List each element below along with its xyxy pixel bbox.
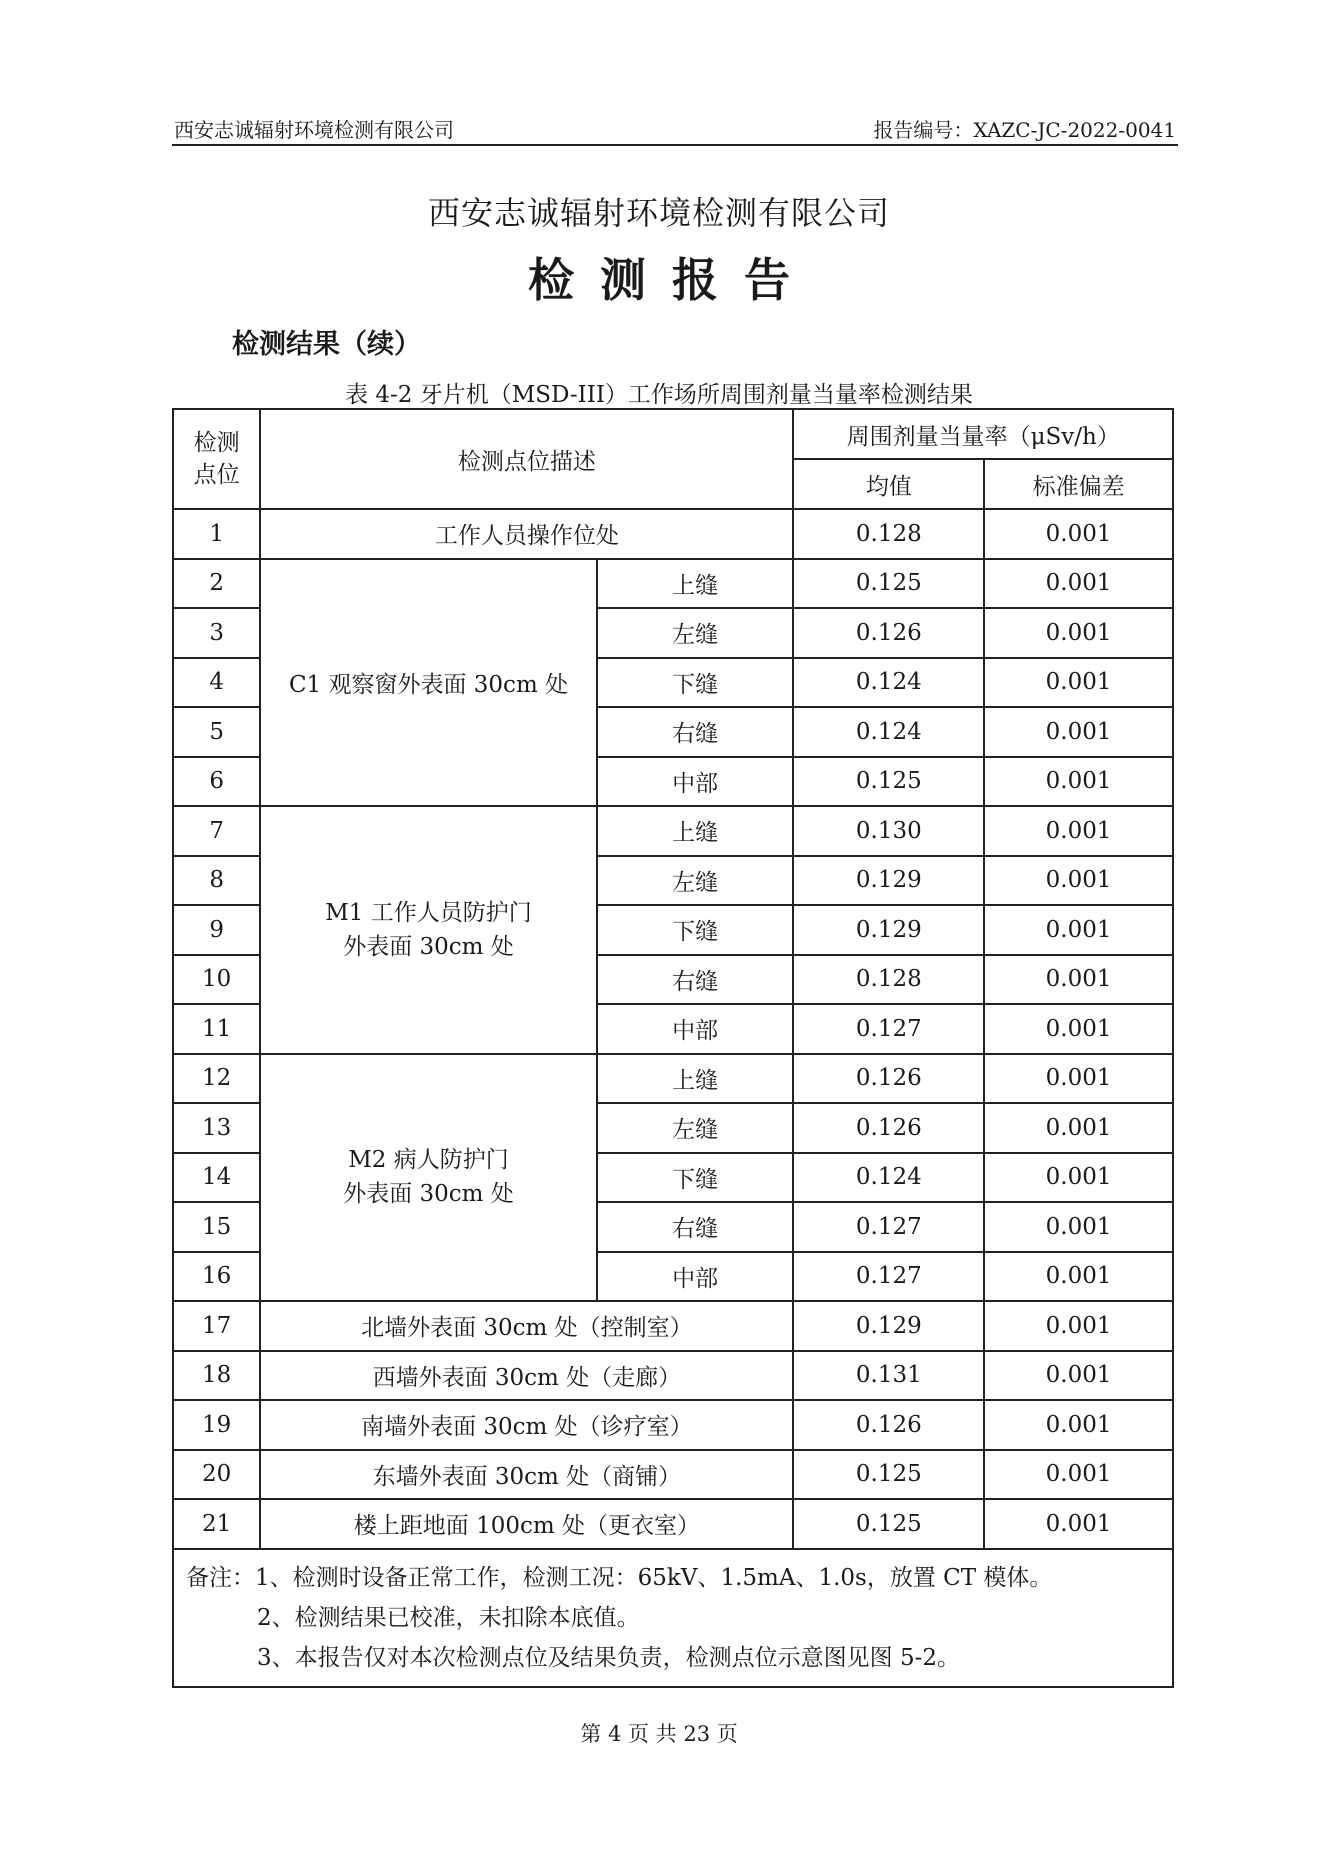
table-row — [173, 1400, 1173, 1450]
point-position: 左缝 — [597, 856, 794, 906]
point-description: 楼上距地面 100cm 处（更衣室） — [260, 1499, 793, 1549]
point-position: 右缝 — [597, 1202, 794, 1252]
std-value: 0.001 — [984, 1499, 1173, 1549]
remark-1: 备注：1、检测时设备正常工作，检测工况：65kV、1.5mA、1.0s，放置 CT 模体。 — [186, 1564, 1053, 1591]
mean-value: 0.124 — [793, 658, 984, 708]
document-title: 检测报告 — [528, 253, 816, 307]
point-description-line1: M1 工作人员防护门 — [325, 899, 532, 926]
section-heading: 检测结果（续） — [232, 329, 421, 360]
header-point: 检测点位 — [173, 409, 260, 509]
point-number: 3 — [173, 608, 260, 658]
point-description — [260, 806, 596, 1054]
mean-value: 0.127 — [793, 1252, 984, 1302]
header-std: 标准偏差 — [984, 459, 1173, 509]
remarks-row — [173, 1549, 1173, 1687]
table-row — [173, 1351, 1173, 1401]
mean-value: 0.126 — [793, 1400, 984, 1450]
point-number: 10 — [173, 955, 260, 1005]
header-dose-rate: 周围剂量当量率（μSv/h） — [793, 409, 1173, 459]
point-position: 右缝 — [597, 707, 794, 757]
table-row — [173, 1450, 1173, 1500]
point-number: 6 — [173, 757, 260, 807]
point-number: 18 — [173, 1351, 260, 1401]
std-value: 0.001 — [984, 658, 1173, 708]
mean-value: 0.128 — [793, 509, 984, 559]
remark-3: 3、本报告仅对本次检测点位及结果负责，检测点位示意图见图 5-2。 — [257, 1644, 960, 1671]
point-position: 上缝 — [597, 559, 794, 609]
remark-2: 2、检测结果已校准，未扣除本底值。 — [257, 1604, 640, 1631]
table-row — [173, 1054, 1173, 1104]
point-description-line1: M2 病人防护门 — [348, 1147, 509, 1174]
point-number: 9 — [173, 905, 260, 955]
std-value: 0.001 — [984, 509, 1173, 559]
std-value: 0.001 — [984, 856, 1173, 906]
point-position: 上缝 — [597, 806, 794, 856]
table-row — [173, 559, 1173, 609]
mean-value: 0.125 — [793, 559, 984, 609]
point-description: 北墙外表面 30cm 处（控制室） — [260, 1301, 793, 1351]
std-value: 0.001 — [984, 1400, 1173, 1450]
point-position: 下缝 — [597, 658, 794, 708]
mean-value: 0.127 — [793, 1202, 984, 1252]
point-position: 右缝 — [597, 955, 794, 1005]
mean-value: 0.126 — [793, 608, 984, 658]
point-number: 11 — [173, 1004, 260, 1054]
point-description: 东墙外表面 30cm 处（商铺） — [260, 1450, 793, 1500]
header-company: 西安志诚辐射环境检测有限公司 — [174, 118, 454, 142]
results-table — [172, 408, 1174, 1688]
table-row — [173, 1301, 1173, 1351]
header-mean: 均值 — [793, 459, 984, 509]
page-header — [172, 112, 1178, 146]
mean-value: 0.131 — [793, 1351, 984, 1401]
point-number: 15 — [173, 1202, 260, 1252]
table-row — [173, 1499, 1173, 1549]
point-number: 20 — [173, 1450, 260, 1500]
mean-value: 0.125 — [793, 1450, 984, 1500]
std-value: 0.001 — [984, 1202, 1173, 1252]
point-description: 西墙外表面 30cm 处（走廊） — [260, 1351, 793, 1401]
point-position: 中部 — [597, 757, 794, 807]
point-number: 8 — [173, 856, 260, 906]
remarks — [173, 1549, 1173, 1687]
table-row — [173, 806, 1173, 856]
std-value: 0.001 — [984, 806, 1173, 856]
std-value: 0.001 — [984, 559, 1173, 609]
point-number: 13 — [173, 1103, 260, 1153]
point-number: 21 — [173, 1499, 260, 1549]
header-report-number: 报告编号：XAZC-JC-2022-0041 — [873, 118, 1176, 142]
document-company: 西安志诚辐射环境检测有限公司 — [427, 194, 890, 232]
point-position: 中部 — [597, 1004, 794, 1054]
std-value: 0.001 — [984, 905, 1173, 955]
point-number: 12 — [173, 1054, 260, 1104]
point-number: 16 — [173, 1252, 260, 1302]
std-value: 0.001 — [984, 1252, 1173, 1302]
point-number: 19 — [173, 1400, 260, 1450]
table-caption: 表 4-2 牙片机（MSD-III）工作场所周围剂量当量率检测结果 — [345, 382, 973, 408]
mean-value: 0.125 — [793, 1499, 984, 1549]
table-header-row — [173, 409, 1173, 459]
point-number: 14 — [173, 1153, 260, 1203]
point-description: C1 观察窗外表面 30cm 处 — [260, 559, 596, 807]
header-description: 检测点位描述 — [260, 409, 793, 509]
std-value: 0.001 — [984, 1004, 1173, 1054]
mean-value: 0.126 — [793, 1103, 984, 1153]
point-number: 7 — [173, 806, 260, 856]
point-position: 下缝 — [597, 1153, 794, 1203]
point-position: 左缝 — [597, 1103, 794, 1153]
mean-value: 0.129 — [793, 905, 984, 955]
mean-value: 0.125 — [793, 757, 984, 807]
mean-value: 0.130 — [793, 806, 984, 856]
std-value: 0.001 — [984, 1103, 1173, 1153]
point-position: 中部 — [597, 1252, 794, 1302]
point-description-line2: 外表面 30cm 处 — [343, 1181, 514, 1208]
std-value: 0.001 — [984, 955, 1173, 1005]
mean-value: 0.129 — [793, 856, 984, 906]
point-position: 左缝 — [597, 608, 794, 658]
mean-value: 0.126 — [793, 1054, 984, 1104]
table-row — [173, 509, 1173, 559]
point-number: 5 — [173, 707, 260, 757]
page-number: 第 4 页 共 23 页 — [580, 1722, 738, 1746]
std-value: 0.001 — [984, 757, 1173, 807]
mean-value: 0.129 — [793, 1301, 984, 1351]
point-number: 17 — [173, 1301, 260, 1351]
std-value: 0.001 — [984, 1153, 1173, 1203]
point-description: 南墙外表面 30cm 处（诊疗室） — [260, 1400, 793, 1450]
point-number: 2 — [173, 559, 260, 609]
mean-value: 0.124 — [793, 1153, 984, 1203]
mean-value: 0.124 — [793, 707, 984, 757]
point-description — [260, 1054, 596, 1302]
point-position: 下缝 — [597, 905, 794, 955]
std-value: 0.001 — [984, 707, 1173, 757]
point-description-line2: 外表面 30cm 处 — [343, 933, 514, 960]
mean-value: 0.128 — [793, 955, 984, 1005]
std-value: 0.001 — [984, 1301, 1173, 1351]
std-value: 0.001 — [984, 1351, 1173, 1401]
std-value: 0.001 — [984, 1450, 1173, 1500]
point-number: 1 — [173, 509, 260, 559]
point-description: 工作人员操作位处 — [260, 509, 793, 559]
std-value: 0.001 — [984, 608, 1173, 658]
mean-value: 0.127 — [793, 1004, 984, 1054]
point-position: 上缝 — [597, 1054, 794, 1104]
point-number: 4 — [173, 658, 260, 708]
std-value: 0.001 — [984, 1054, 1173, 1104]
